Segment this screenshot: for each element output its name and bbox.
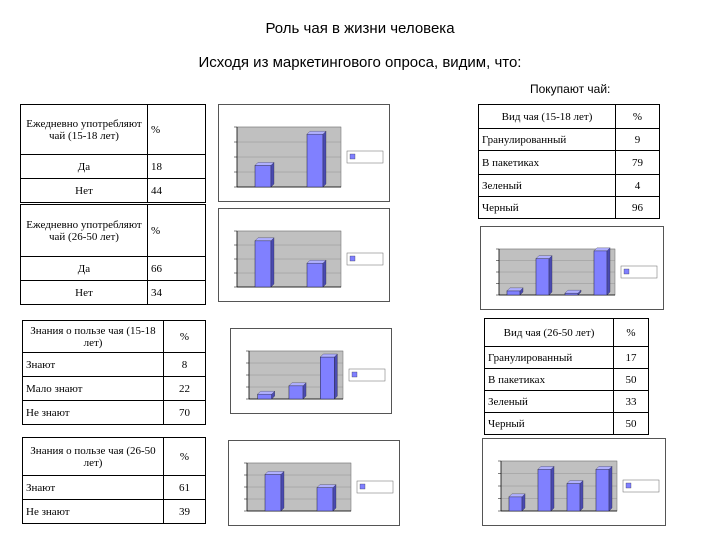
bar [258, 394, 272, 399]
bar-side [609, 466, 612, 511]
legend-swatch [624, 269, 629, 274]
table-row-value: 18 [148, 155, 206, 179]
bar [289, 386, 303, 399]
chart-knowledge-26-50 [228, 440, 400, 526]
table-row-value: 8 [164, 353, 206, 377]
bar-side [607, 248, 610, 295]
chart-knowledge-15-18 [230, 328, 392, 414]
page-title: Роль чая в жизни человека [265, 20, 455, 37]
table-row-label: Зеленый [485, 391, 614, 413]
bar-side [271, 162, 274, 187]
table-row-label: Черный [485, 413, 614, 435]
bar [509, 497, 522, 511]
table-row-value: 22 [164, 377, 206, 401]
table-row-value: 50 [614, 413, 649, 435]
table-row-value: 44 [148, 179, 206, 203]
table-row-label: В пакетиках [485, 369, 614, 391]
pct-head: % [164, 438, 206, 476]
legend-swatch [352, 372, 357, 377]
legend-swatch [350, 256, 355, 261]
legend-swatch [360, 484, 365, 489]
chart-type-15-18 [480, 226, 664, 310]
table-row-value: 50 [614, 369, 649, 391]
legend-swatch [626, 483, 631, 488]
bar [507, 291, 520, 295]
bar-top [255, 162, 274, 165]
table-row-value: 34 [148, 281, 206, 305]
daily-tea-15-18-table [20, 104, 206, 203]
bar-top [538, 466, 554, 469]
table-row-label: Нет [21, 281, 148, 305]
bar-top [265, 471, 284, 474]
pct-head: % [164, 321, 206, 353]
buy-tea-label: Покупают чай: [530, 82, 611, 96]
page-subtitle: Исходя из маркетингового опроса, видим, что: [198, 54, 522, 71]
table-row-value: 61 [164, 476, 206, 500]
bar [538, 469, 551, 511]
chart-daily-26-50 [218, 208, 390, 302]
bar-top [565, 290, 581, 293]
bar-top [507, 288, 523, 291]
bar [307, 263, 323, 287]
table-row-label: Черный [479, 197, 616, 219]
table-row-value: 39 [164, 500, 206, 524]
bar-top [255, 238, 274, 241]
table-row-label: Нет [21, 179, 148, 203]
bar-side [580, 481, 583, 512]
bar [567, 484, 580, 512]
daily-tea-26-50-table [20, 204, 206, 305]
bar-side [334, 354, 337, 399]
bar-side [323, 131, 326, 187]
bar-top [596, 466, 612, 469]
table-head: Знания о пользе чая (26-50 лет) [23, 438, 164, 476]
bar-top [594, 248, 610, 251]
bar-side [549, 256, 552, 295]
table-head: Ежедневно употребляют чай (26-50 лет) [21, 205, 148, 257]
table-row-value: 70 [164, 401, 206, 425]
bar [255, 241, 271, 287]
pct-head: % [616, 105, 660, 129]
bar-top [509, 494, 525, 497]
bar-top [320, 354, 337, 357]
table-row-label: В пакетиках [479, 151, 616, 175]
table-row-label: Гранулированный [485, 347, 614, 369]
table-row-label: Зеленый [479, 175, 616, 197]
bar [596, 469, 609, 511]
bar-top [258, 391, 275, 394]
bar-top [307, 131, 326, 134]
table-head: Знания о пользе чая (15-18 лет) [23, 321, 164, 353]
bar [594, 251, 607, 295]
bar-top [289, 383, 306, 386]
table-row-label: Знают [23, 353, 164, 377]
table-row-value: 96 [616, 197, 660, 219]
bar [307, 134, 323, 187]
bar [536, 259, 549, 295]
bar-top [536, 256, 552, 259]
legend-swatch [350, 154, 355, 159]
bar [317, 488, 333, 511]
bar-side [323, 260, 326, 287]
bar [565, 293, 578, 295]
table-row-label: Знают [23, 476, 164, 500]
tea-type-26-50-table [484, 318, 649, 435]
table-row-label: Да [21, 155, 148, 179]
bar [255, 165, 271, 187]
bar-side [271, 238, 274, 287]
bar-side [551, 466, 554, 511]
chart-type-26-50 [482, 438, 666, 526]
bar [320, 357, 334, 399]
table-row-value: 4 [616, 175, 660, 197]
table-row-value: 33 [614, 391, 649, 413]
table-row-label: Не знают [23, 401, 164, 425]
table-head: Ежедневно употребляют чай (15-18 лет) [21, 105, 148, 155]
bar-side [333, 485, 336, 511]
table-head: Вид чая (15-18 лет) [479, 105, 616, 129]
table-row-value: 9 [616, 129, 660, 151]
pct-head: % [148, 105, 206, 155]
bar-top [307, 260, 326, 263]
table-row-value: 17 [614, 347, 649, 369]
chart-daily-15-18 [218, 104, 390, 202]
bar-top [567, 481, 583, 484]
bar-side [281, 471, 284, 511]
table-row-value: 66 [148, 257, 206, 281]
tea-knowledge-15-18-table [22, 320, 206, 425]
table-row-value: 79 [616, 151, 660, 175]
table-head: Вид чая (26-50 лет) [485, 319, 614, 347]
pct-head: % [614, 319, 649, 347]
pct-head: % [148, 205, 206, 257]
bar [265, 474, 281, 511]
tea-knowledge-26-50-table [22, 437, 206, 524]
bar-top [317, 485, 336, 488]
table-row-label: Да [21, 257, 148, 281]
table-row-label: Мало знают [23, 377, 164, 401]
table-row-label: Гранулированный [479, 129, 616, 151]
tea-type-15-18-table [478, 104, 660, 219]
table-row-label: Не знают [23, 500, 164, 524]
